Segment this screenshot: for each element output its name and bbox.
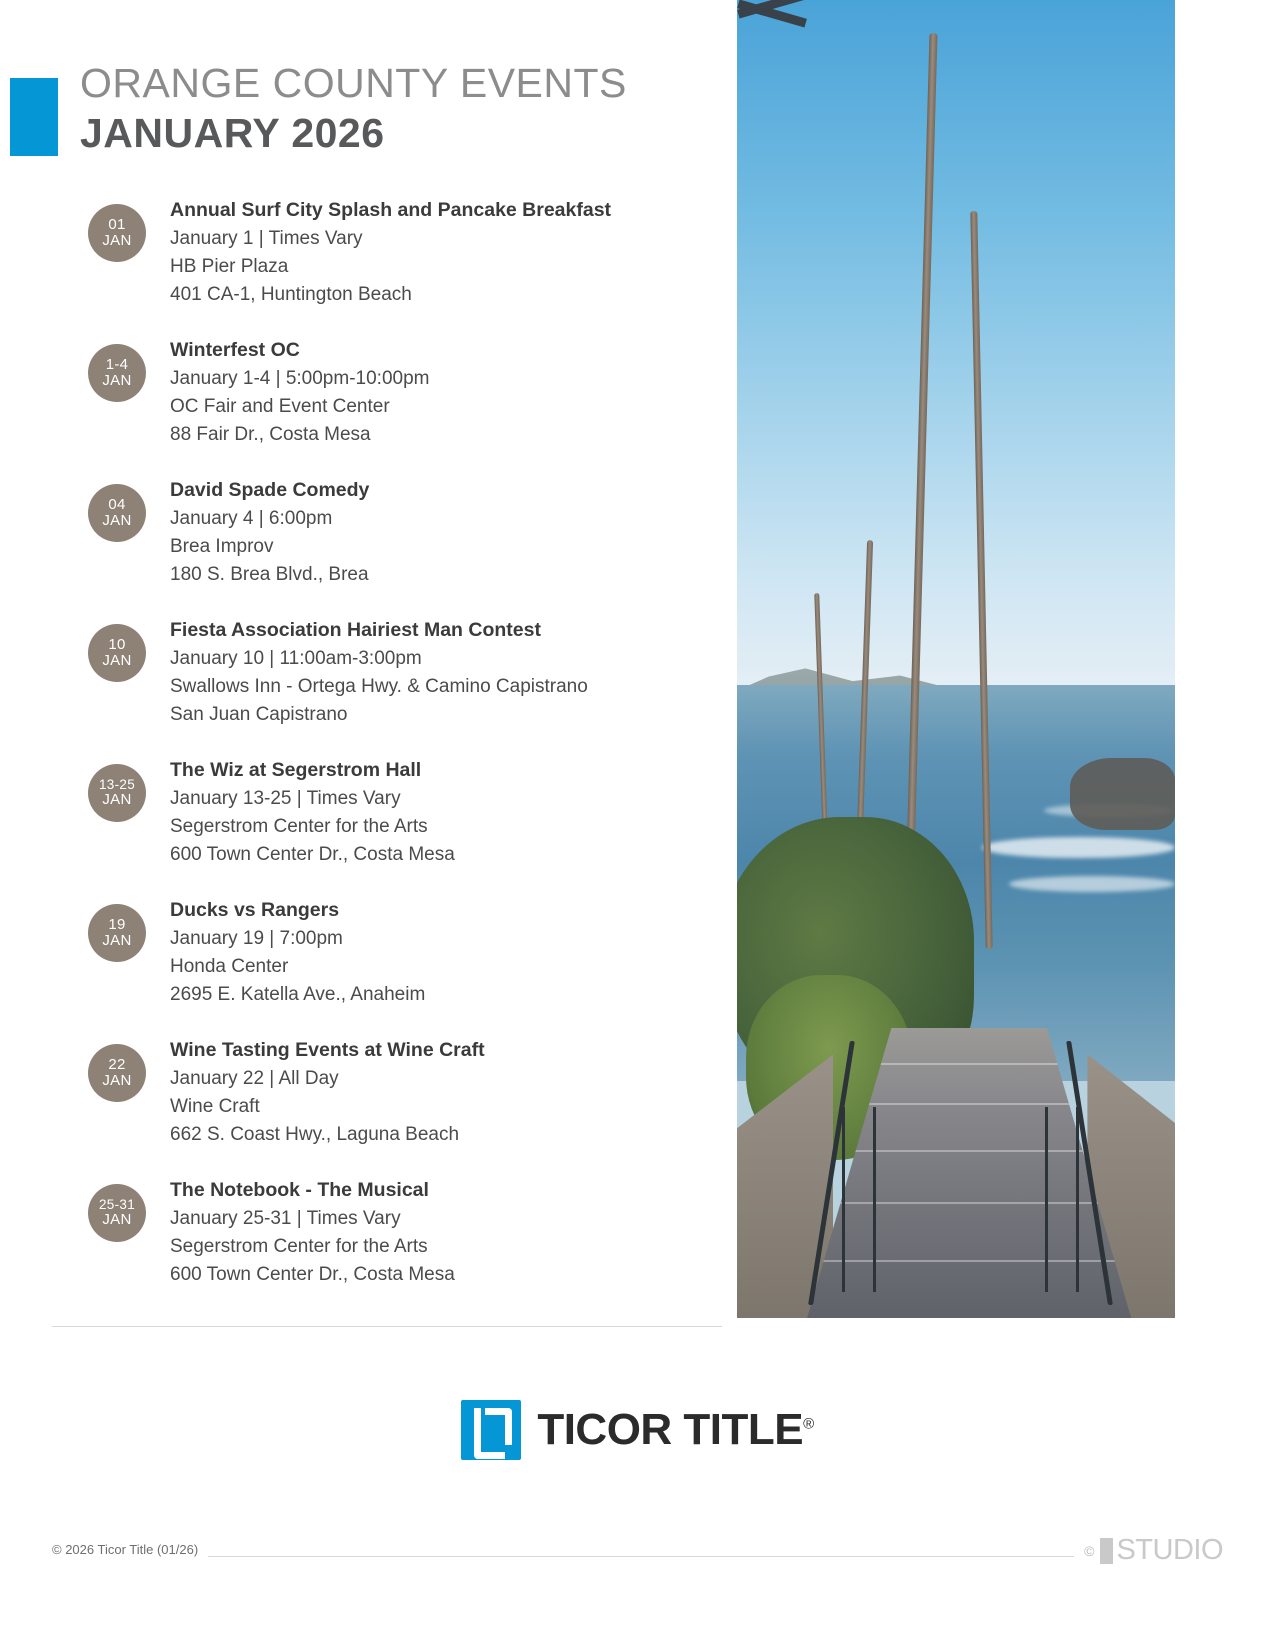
event-title: Ducks vs Rangers — [170, 899, 340, 921]
photo-rail-post — [1076, 1107, 1079, 1292]
events-list — [80, 196, 720, 1316]
ticor-logo-mark-icon — [461, 1400, 521, 1460]
event-datetime: January 19 | 7:00pm — [170, 928, 343, 949]
footer-copyright: © 2026 Ticor Title (01/26) — [52, 1542, 208, 1557]
date-badge-day: 01 — [108, 216, 126, 234]
date-badge-month: JAN — [102, 232, 132, 249]
event-datetime: January 1 | Times Vary — [170, 228, 363, 249]
event-datetime: January 4 | 6:00pm — [170, 508, 333, 529]
date-badge-day: 25-31 — [98, 1197, 136, 1213]
photo-surf — [982, 837, 1175, 858]
date-badge-month: JAN — [102, 372, 132, 389]
event-address: 600 Town Center Dr., Costa Mesa — [170, 1264, 455, 1285]
date-badge-day: 19 — [108, 916, 126, 934]
date-badge-month: JAN — [102, 1211, 132, 1229]
brand-name — [537, 1405, 813, 1455]
content-divider — [52, 1326, 722, 1327]
date-badge-day: 13-25 — [98, 777, 136, 793]
photo-rail-post — [1045, 1107, 1048, 1292]
date-badge-month: JAN — [102, 791, 132, 809]
event-address: 88 Fair Dr., Costa Mesa — [170, 424, 371, 445]
event-title: Fiesta Association Hairiest Man Contest — [170, 619, 541, 641]
event-title: David Spade Comedy — [170, 479, 370, 501]
event-title: Winterfest OC — [170, 339, 300, 361]
event-title: The Wiz at Segerstrom Hall — [170, 759, 422, 781]
date-badge-day: 10 — [108, 636, 126, 654]
event-address: 2695 E. Katella Ave., Anaheim — [170, 984, 426, 1005]
registered-mark: ® — [803, 1415, 814, 1433]
event-datetime: January 10 | 11:00am-3:00pm — [170, 648, 422, 669]
event-title: Annual Surf City Splash and Pancake Breakfast — [170, 199, 612, 221]
event-venue: Segerstrom Center for the Arts — [170, 1236, 428, 1257]
photo-rock — [1070, 758, 1175, 830]
event-address: 401 CA-1, Huntington Beach — [170, 284, 412, 305]
coastal-photo — [737, 0, 1175, 1318]
list-item — [80, 476, 720, 594]
event-datetime: January 1-4 | 5:00pm-10:00pm — [170, 368, 430, 389]
date-badge-month: JAN — [102, 1072, 132, 1089]
list-item — [80, 756, 720, 874]
footer-copyright-symbol: © — [1084, 1542, 1095, 1559]
event-address: 180 S. Brea Blvd., Brea — [170, 564, 369, 585]
event-address: San Juan Capistrano — [170, 704, 348, 725]
list-item — [80, 896, 720, 1014]
page-title-line2: JANUARY 2026 — [80, 110, 385, 156]
date-badge-day: 04 — [108, 496, 126, 514]
event-title: The Notebook - The Musical — [170, 1179, 429, 1201]
event-address: 600 Town Center Dr., Costa Mesa — [170, 844, 455, 865]
date-badge — [88, 904, 146, 962]
date-badge — [88, 1044, 146, 1102]
page-title — [80, 58, 720, 158]
date-badge-month: JAN — [102, 512, 132, 529]
date-badge-month: JAN — [102, 932, 132, 949]
page-title-line1: ORANGE COUNTY EVENTS — [80, 60, 627, 106]
event-venue: HB Pier Plaza — [170, 256, 289, 277]
list-item — [80, 1036, 720, 1154]
footer-studio-name: STUDIO — [1116, 1534, 1223, 1566]
list-item — [80, 336, 720, 454]
date-badge — [88, 1184, 146, 1242]
date-badge — [88, 624, 146, 682]
photo-rail-post — [842, 1107, 845, 1292]
event-venue: Brea Improv — [170, 536, 274, 557]
date-badge-day: 22 — [108, 1056, 126, 1074]
brand-logo — [0, 1400, 1275, 1460]
list-item — [80, 616, 720, 734]
footer-divider — [52, 1556, 1223, 1557]
date-badge — [88, 484, 146, 542]
date-badge-month: JAN — [102, 652, 132, 669]
studio-mark-icon — [1100, 1538, 1113, 1564]
event-venue: Wine Craft — [170, 1096, 260, 1117]
date-badge — [88, 764, 146, 822]
list-item — [80, 196, 720, 314]
event-datetime: January 25-31 | Times Vary — [170, 1208, 401, 1229]
event-title: Wine Tasting Events at Wine Craft — [170, 1039, 485, 1061]
list-item — [80, 1176, 720, 1294]
header-accent-bar — [10, 78, 58, 156]
date-badge-day: 1-4 — [105, 356, 129, 374]
event-address: 662 S. Coast Hwy., Laguna Beach — [170, 1124, 460, 1145]
photo-rail-post — [873, 1107, 876, 1292]
event-venue: Swallows Inn - Ortega Hwy. & Camino Capistrano — [170, 676, 588, 697]
footer-studio-credit — [1074, 1534, 1223, 1567]
event-venue: OC Fair and Event Center — [170, 396, 390, 417]
date-badge — [88, 204, 146, 262]
event-venue: Honda Center — [170, 956, 289, 977]
date-badge — [88, 344, 146, 402]
event-datetime: January 13-25 | Times Vary — [170, 788, 401, 809]
brand-name-text: TICOR TITLE — [537, 1405, 804, 1454]
event-datetime: January 22 | All Day — [170, 1068, 339, 1089]
event-venue: Segerstrom Center for the Arts — [170, 816, 428, 837]
